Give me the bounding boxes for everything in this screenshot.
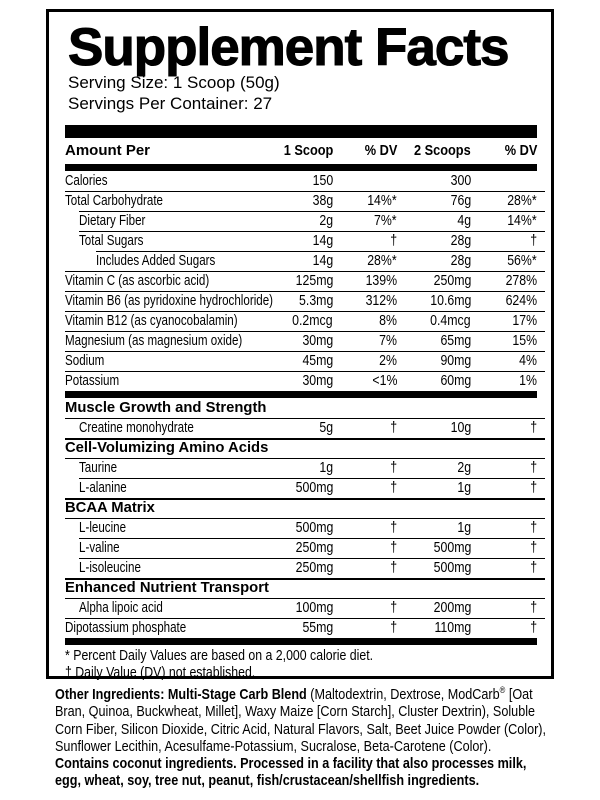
row-l-valine <box>49 538 551 558</box>
cell-2scoops: 1g <box>457 480 471 496</box>
cell-label: Total Carbohydrate <box>65 193 164 209</box>
cell-2scoops: 60mg <box>440 373 471 389</box>
cell-2scoops: 500mg <box>433 540 471 556</box>
row-includes-added-sugars <box>49 251 551 271</box>
cell-label: Magnesium (as magnesium oxide) <box>65 333 243 349</box>
cell-dv1: 14%* <box>367 193 397 209</box>
row-magnesium <box>49 331 551 351</box>
other-ingredients-text-a: (Maltodextrin, Dextrose, ModCarb <box>306 687 500 703</box>
cell-2scoops: 1g <box>457 520 471 536</box>
other-ingredients-lead: Other Ingredients: Multi-Stage Carb Blend <box>55 687 307 703</box>
header-1-scoop: 1 Scoop <box>283 142 333 159</box>
row-total-sugars <box>49 231 551 251</box>
cell-dv2: 56%* <box>507 253 537 269</box>
cell-dv2: 15% <box>512 333 537 349</box>
cell-2scoops: 200mg <box>433 600 471 616</box>
row-l-leucine <box>49 518 551 538</box>
cell-dv2: † <box>530 520 537 536</box>
row-sodium <box>49 351 551 371</box>
cell-dv2: † <box>530 480 537 496</box>
cell-dv1: † <box>390 233 397 249</box>
cell-1scoop: 0.2mcg <box>292 313 333 329</box>
cell-label: Vitamin B12 (as cyanocobalamin) <box>65 313 238 329</box>
cell-dv1: 7%* <box>374 213 397 229</box>
row-vitamin-b12 <box>49 311 551 331</box>
cell-dv1: 28%* <box>367 253 397 269</box>
cell-2scoops: 65mg <box>440 333 471 349</box>
cell-label: L-alanine <box>79 480 127 496</box>
cell-label: L-valine <box>79 540 120 556</box>
serving-size: Serving Size: 1 Scoop (50g) <box>68 73 280 92</box>
cell-1scoop: 250mg <box>295 560 333 576</box>
cell-label: Sodium <box>65 353 105 369</box>
row-creatine-monohydrate <box>49 418 551 438</box>
cell-1scoop: 30mg <box>302 333 333 349</box>
other-ingredients <box>55 687 548 791</box>
cell-2scoops: 28g <box>450 233 471 249</box>
footnotes <box>49 645 551 681</box>
cell-label: Dietary Fiber <box>79 213 146 229</box>
cell-label: Creatine monohydrate <box>79 420 194 436</box>
divider-bar-footnotes <box>65 638 537 645</box>
cell-2scoops: 500mg <box>433 560 471 576</box>
section-enhanced-nutrient-transport <box>49 578 551 598</box>
cell-2scoops: 2g <box>457 460 471 476</box>
cell-2scoops: 4g <box>457 213 471 229</box>
cell-2scoops: 300 <box>450 173 471 189</box>
cell-1scoop: 5g <box>319 420 333 436</box>
row-l-alanine <box>49 478 551 498</box>
cell-1scoop: 38g <box>312 193 333 209</box>
section-bcaa-matrix <box>49 498 551 518</box>
cell-label: Vitamin B6 (as pyridoxine hydrochloride) <box>65 293 274 309</box>
section-muscle-growth <box>49 398 551 418</box>
divider-bar-header <box>65 164 537 171</box>
cell-label: L-leucine <box>79 520 127 536</box>
cell-1scoop: 5.3mg <box>298 293 333 309</box>
cell-dv2: † <box>530 620 537 636</box>
cell-dv1: <1% <box>371 373 397 389</box>
section-label: Muscle Growth and Strength <box>65 400 267 416</box>
header-dv-2: % DV <box>504 142 537 159</box>
cell-1scoop: 30mg <box>302 373 333 389</box>
cell-1scoop: 250mg <box>295 540 333 556</box>
section-label: Enhanced Nutrient Transport <box>65 580 269 596</box>
cell-1scoop: 14g <box>312 253 333 269</box>
cell-1scoop: 45mg <box>302 353 333 369</box>
cell-dv2: † <box>530 600 537 616</box>
cell-label: Alpha lipoic acid <box>79 600 163 616</box>
cell-dv1: † <box>390 620 397 636</box>
cell-label: Vitamin C (as ascorbic acid) <box>65 273 210 289</box>
cell-2scoops: 10.6mg <box>429 293 471 309</box>
cell-dv1: † <box>390 560 397 576</box>
cell-dv1: 7% <box>379 333 397 349</box>
cell-label: Dipotassium phosphate <box>65 620 187 636</box>
cell-dv2: 624% <box>505 293 537 309</box>
cell-label: Total Sugars <box>79 233 144 249</box>
cell-1scoop: 14g <box>312 233 333 249</box>
cell-1scoop: 55mg <box>302 620 333 636</box>
section-cell-volumizing <box>49 438 551 458</box>
servings-per-container: Servings Per Container: 27 <box>68 94 273 113</box>
cell-dv2: 278% <box>505 273 537 289</box>
row-vitamin-c <box>49 271 551 291</box>
cell-1scoop: 1g <box>319 460 333 476</box>
cell-2scoops: 76g <box>450 193 471 209</box>
cell-dv2: † <box>530 420 537 436</box>
cell-2scoops: 28g <box>450 253 471 269</box>
section-label: Cell-Volumizing Amino Acids <box>65 440 269 456</box>
cell-1scoop: 150 <box>312 173 333 189</box>
cell-label: Taurine <box>79 460 118 476</box>
cell-dv1: † <box>390 520 397 536</box>
cell-dv1: 2% <box>379 353 397 369</box>
panel-title: Supplement Facts <box>68 18 509 77</box>
table-header-row <box>49 138 551 164</box>
footnote-dv-not-established: † Daily Value (DV) not established. <box>65 664 256 681</box>
cell-label: Potassium <box>65 373 120 389</box>
cell-dv2: 4% <box>519 353 537 369</box>
section-label: BCAA Matrix <box>65 500 155 516</box>
cell-dv2: 1% <box>519 373 537 389</box>
cell-dv1: † <box>390 600 397 616</box>
cell-dv2: 28%* <box>507 193 537 209</box>
header-2-scoops: 2 Scoops <box>414 142 471 159</box>
row-vitamin-b6 <box>49 291 551 311</box>
cell-1scoop: 100mg <box>295 600 333 616</box>
cell-1scoop: 125mg <box>295 273 333 289</box>
cell-1scoop: 500mg <box>295 480 333 496</box>
supplement-facts-panel <box>46 9 554 679</box>
header-dv-1: % DV <box>364 142 397 159</box>
row-dietary-fiber <box>49 211 551 231</box>
cell-dv2: † <box>530 560 537 576</box>
cell-dv1: † <box>390 420 397 436</box>
cell-dv1: 312% <box>365 293 397 309</box>
divider-bar-top <box>65 125 537 138</box>
cell-2scoops: 90mg <box>440 353 471 369</box>
row-total-carbohydrate <box>49 191 551 211</box>
divider-bar-sections <box>65 391 537 398</box>
cell-dv1: 8% <box>379 313 397 329</box>
cell-label: Includes Added Sugars <box>96 253 216 269</box>
row-calories <box>49 171 551 191</box>
cell-dv2: 14%* <box>507 213 537 229</box>
row-l-isoleucine <box>49 558 551 578</box>
row-taurine <box>49 458 551 478</box>
cell-label: Calories <box>65 173 108 189</box>
row-potassium <box>49 371 551 391</box>
cell-dv2: † <box>530 233 537 249</box>
registered-mark: ® <box>499 685 506 696</box>
cell-dv1: † <box>390 540 397 556</box>
other-ingredients-text-b: [Oat Bran, Quinoa, Buckwheat, Millet], Waxy Maize [Corn Starch], Cluster Dextrin), Soluble Corn Fiber, Silicon Dioxide, Citric Acid, Natural Flavors, Salt, Beet Juice Powder (Color), Sunflower Lecithin, Acesulfame-Potassium, Sucralose, Beta-Carotene (Color). <box>55 687 547 755</box>
cell-2scoops: 250mg <box>433 273 471 289</box>
cell-dv2: † <box>530 540 537 556</box>
header-amount-per: Amount Per <box>65 142 151 159</box>
cell-dv1: 139% <box>365 273 397 289</box>
cell-2scoops: 10g <box>450 420 471 436</box>
allergen-statement: Contains coconut ingredients. Processed in a facility that also processes milk, egg, wheat, soy, tree nut, peanut, fish/crustacean/shellfish ingredients. <box>55 756 527 790</box>
row-alpha-lipoic-acid <box>49 598 551 618</box>
cell-dv2: 17% <box>512 313 537 329</box>
cell-dv2: † <box>530 460 537 476</box>
cell-1scoop: 2g <box>319 213 333 229</box>
footnote-daily-values: * Percent Daily Values are based on a 2,000 calorie diet. <box>65 648 374 664</box>
cell-dv1: † <box>390 480 397 496</box>
cell-2scoops: 110mg <box>434 620 471 636</box>
cell-dv1: † <box>390 460 397 476</box>
row-dipotassium-phosphate <box>49 618 551 638</box>
cell-1scoop: 500mg <box>295 520 333 536</box>
cell-2scoops: 0.4mcg <box>430 313 471 329</box>
cell-label: L-isoleucine <box>79 560 141 576</box>
